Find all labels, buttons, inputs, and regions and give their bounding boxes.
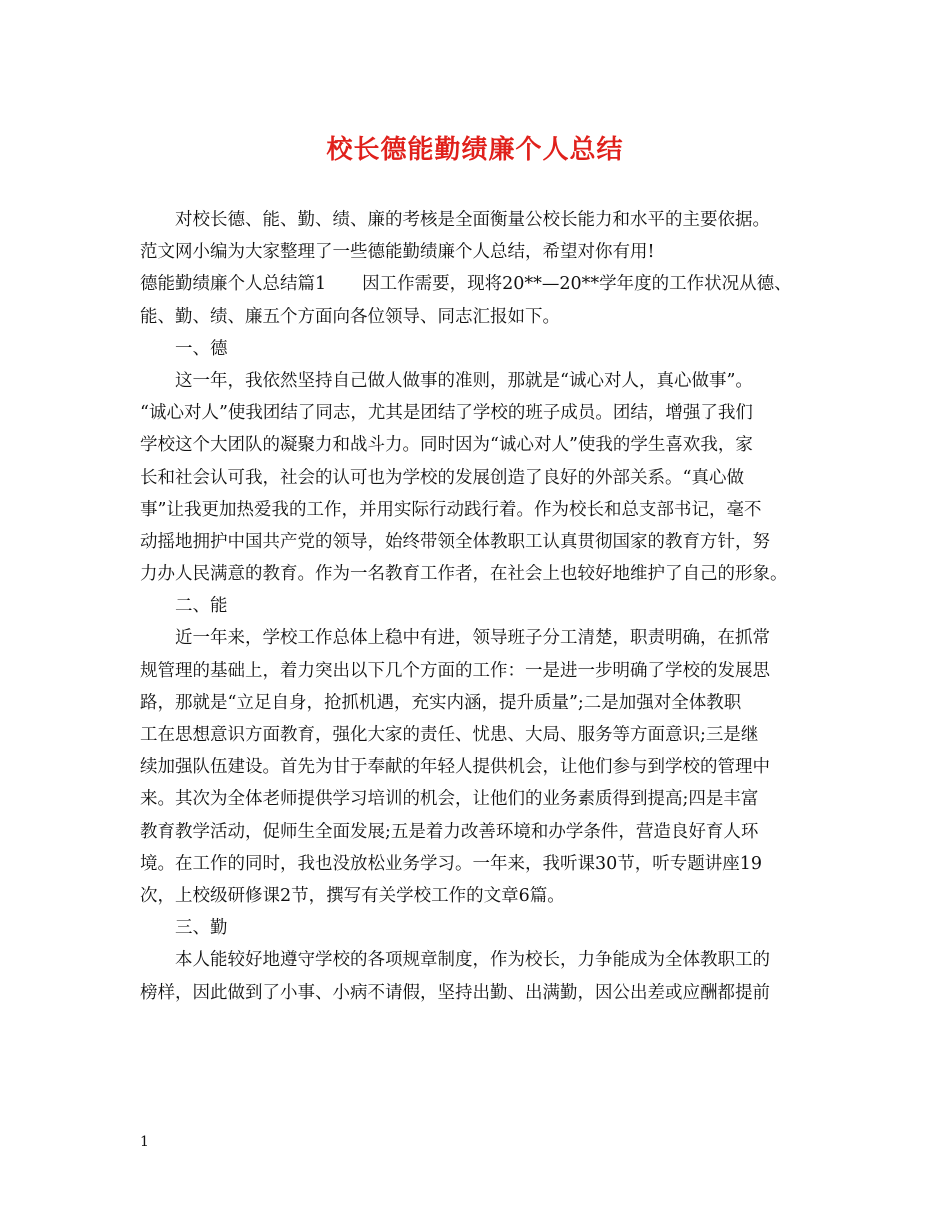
- paragraph-line: 境。在工作的同时，我也没放松业务学习。一年来，我听课30节，听专题讲座19: [140, 853, 763, 874]
- paragraph-line: 动摇地拥护中国共产党的领导，始终带领全体教职工认真贯彻国家的教育方针，努: [140, 531, 770, 552]
- paragraph-line: 长和社会认可我，社会的认可也为学校的发展创造了良好的外部关系。“真心做: [140, 467, 744, 488]
- section-heading-line: [140, 268, 820, 300]
- paragraph-line: 教育教学活动，促师生全面发展;五是着力改善环境和办学条件，营造良好育人环: [140, 821, 759, 842]
- paragraph-line: 续加强队伍建设。首先为甘于奉献的年轻人提供机会，让他们参与到学校的管理中: [140, 757, 770, 778]
- paragraph-line: 力办人民满意的教育。作为一名教育工作者，在社会上也较好地维护了自己的形象。: [140, 564, 788, 585]
- paragraph-line: 路，那就是“立足自身，抢抓机遇，充实内涵，提升质量”;二是加强对全体教职: [140, 692, 742, 713]
- paragraph-line: 对校长德、能、勤、绩、廉的考核是全面衡量公校长能力和水平的主要依据。: [175, 210, 770, 230]
- page-number: 1: [140, 1134, 149, 1150]
- subsection-heading: 二、能: [175, 596, 228, 617]
- paragraph-line: 榜样，因此做到了小事、小病不请假，坚持出勤、出满勤，因公出差或应酬都提前: [140, 982, 770, 1003]
- paragraph-line: 这一年，我依然坚持自己做人做事的准则，那就是“诚心对人，真心做事”。: [175, 370, 753, 391]
- paragraph-line: 规管理的基础上，着力突出以下几个方面的工作：一是进一步明确了学校的发展思: [140, 660, 770, 681]
- subsection-heading: 三、勤: [175, 918, 228, 939]
- section-heading: 德能勤绩廉个人总结篇1: [140, 274, 327, 295]
- paragraph-line: “诚心对人”使我团结了同志，尤其是团结了学校的班子成员。团结，增强了我们: [140, 403, 753, 424]
- paragraph-line: 工在思想意识方面教育，强化大家的责任、忧患、大局、服务等方面意识;三是继: [140, 725, 759, 745]
- paragraph-line: 来。其次为全体老师提供学习培训的机会，让他们的业务素质得到提高;四是丰富: [140, 789, 759, 810]
- paragraph-line: 范文网小编为大家整理了一些德能勤绩廉个人总结，希望对你有用!: [140, 242, 655, 263]
- paragraph-line: 能、勤、绩、廉五个方面向各位领导、同志汇报如下。: [140, 306, 560, 327]
- document-title: 校长德能勤绩廉个人总结: [326, 135, 624, 165]
- subsection-heading: 一、德: [175, 338, 228, 359]
- paragraph-line: 次，上校级研修课2节，撰写有关学校工作的文章6篇。: [140, 885, 565, 906]
- paragraph-line: 事”让我更加热爱我的工作，并用实际行动践行着。作为校长和总支部书记，毫不: [140, 499, 762, 520]
- paragraph-text: 因工作需要，现将20**—20**学年度的工作状况从德、: [362, 274, 792, 295]
- paragraph-line: 学校这个大团队的凝聚力和战斗力。同时因为“诚心对人”使我的学生喜欢我，家: [140, 435, 753, 456]
- document-body: [140, 204, 820, 1009]
- paragraph-line: 近一年来，学校工作总体上稳中有进，领导班子分工清楚，职责明确，在抓常: [175, 628, 770, 649]
- paragraph-line: 本人能较好地遵守学校的各项规章制度，作为校长，力争能成为全体教职工的: [175, 950, 770, 971]
